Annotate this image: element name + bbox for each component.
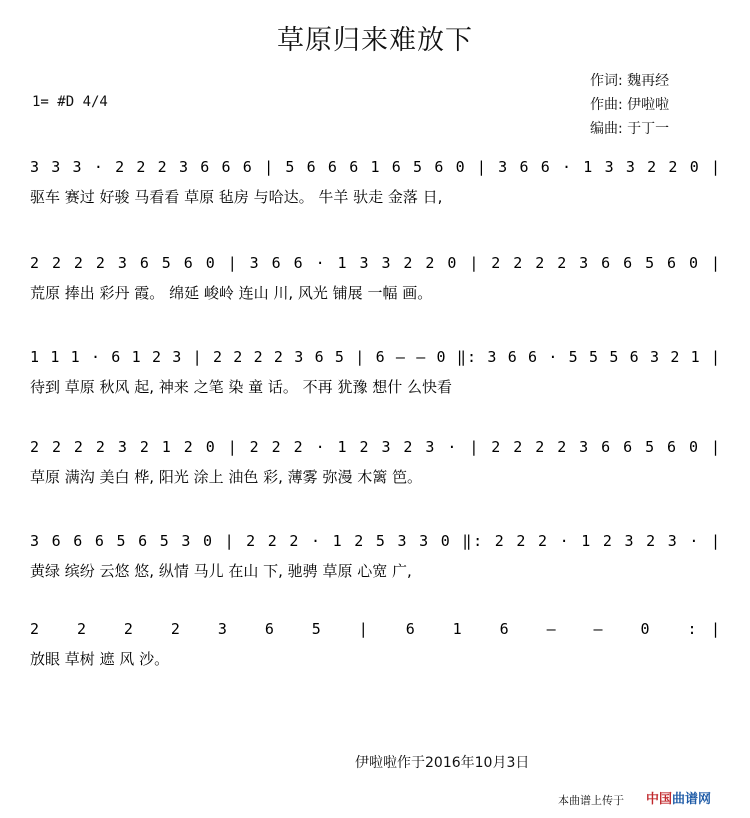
page-title: 草原归来难放下 — [277, 25, 473, 56]
note-line: 2 2 2 2 3 6 5 | 6 1 6 – – 0 :| — [30, 620, 720, 638]
lyric-line: 草原 满沟 美白 桦, 阳光 涂上 油色 彩, 薄雾 弥漫 木篱 笆。 — [30, 468, 422, 486]
score-row — [30, 254, 720, 302]
note-line: 1 1 1 · 6 1 2 3 | 2 2 2 2 3 6 5 | 6 – – 0 ‖: 3 6 6 · 5 5 5 6 3 2 1 | — [30, 348, 720, 366]
note-line: 3 3 3 · 2 2 2 3 6 6 6 | 5 6 6 6 1 6 5 6 0 | 3 6 6 · 1 3 3 2 2 0 | — [30, 158, 720, 176]
key-signature: 1= #D 4/4 — [32, 94, 108, 110]
lyric-line: 放眼 草树 遮 风 沙。 — [30, 650, 170, 668]
composition-date: 伊啦啦作于2016年10月3日 — [355, 755, 530, 771]
score-row — [30, 158, 720, 206]
lyric-line: 驱车 赛过 好骏 马看看 草原 毡房 与哈达。 牛羊 驮走 金落 日, — [30, 188, 443, 206]
lyric-line: 黄绿 缤纷 云悠 悠, 纵情 马儿 在山 下, 驰骋 草原 心宽 广, — [30, 562, 412, 580]
score-row — [30, 620, 720, 668]
score-row — [30, 348, 720, 396]
lyric-line: 待到 草原 秋风 起, 神来 之笔 染 童 话。 不再 犹豫 想什 么快看 — [30, 378, 452, 396]
score-row — [30, 438, 720, 486]
arranger-credit: 编曲: 于丁一 — [590, 121, 670, 137]
score-row — [30, 532, 720, 580]
upload-note: 本曲谱上传于 — [558, 794, 624, 807]
note-line: 2 2 2 2 3 2 1 2 0 | 2 2 2 · 1 2 3 2 3 · | 2 2 2 2 3 6 6 5 6 0 | — [30, 438, 721, 456]
logo-site-text: 曲谱网 — [672, 792, 712, 807]
note-line: 3 6 6 6 5 6 5 3 0 | 2 2 2 · 1 2 5 3 3 0 ‖: 2 2 2 · 1 2 3 2 3 · | — [30, 532, 721, 550]
lyric-line: 荒原 捧出 彩丹 霞。 绵延 峻岭 连山 川, 风光 铺展 一幅 画。 — [30, 284, 433, 302]
logo-text: 中国 — [646, 792, 673, 807]
note-line: 2 2 2 2 3 6 5 6 0 | 3 6 6 · 1 3 3 2 2 0 | 2 2 2 2 3 6 6 5 6 0 | — [30, 254, 721, 272]
site-logo — [646, 788, 711, 807]
composer-credit: 作曲: 伊啦啦 — [590, 97, 670, 113]
lyricist-credit: 作词: 魏再经 — [590, 73, 670, 89]
